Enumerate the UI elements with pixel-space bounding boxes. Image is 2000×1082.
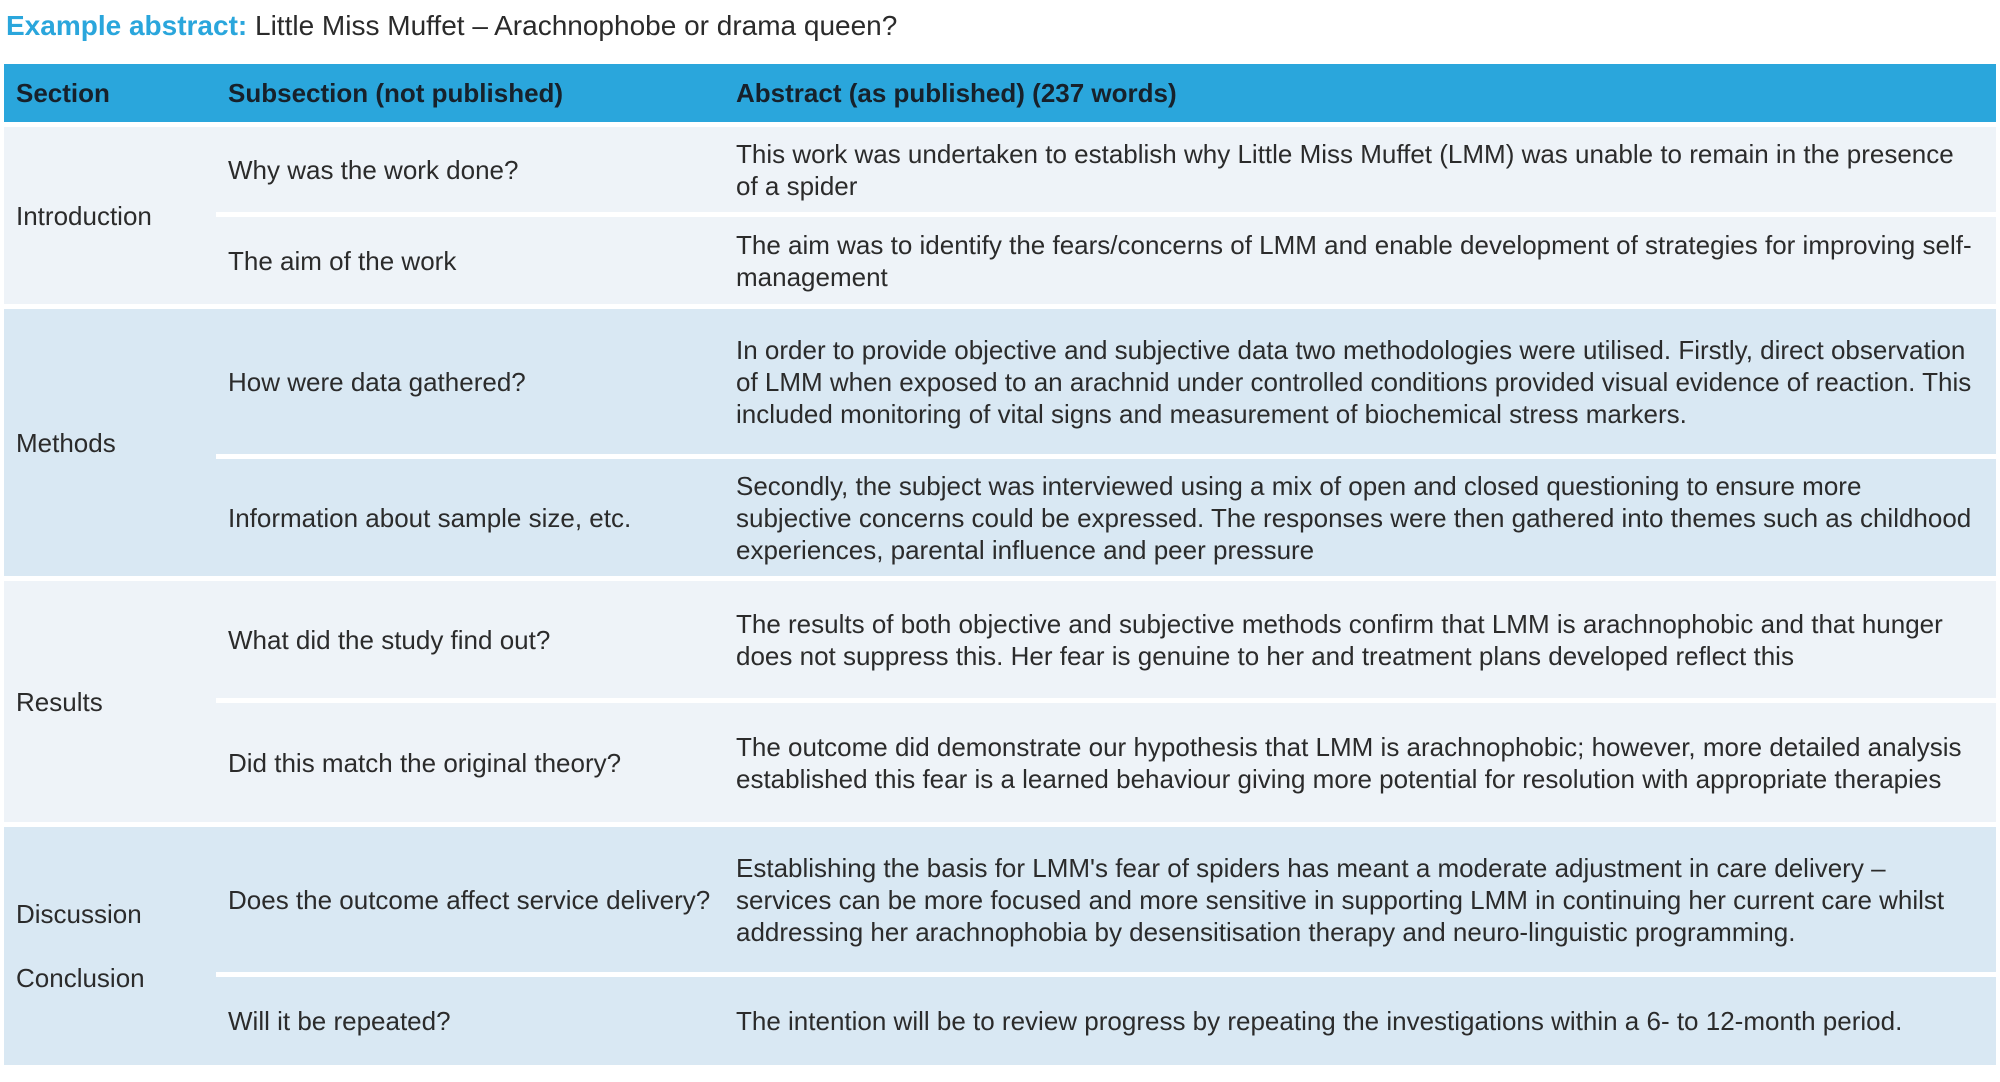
subsection-cell: What did the study find out?	[216, 579, 724, 701]
page-title	[6, 8, 897, 44]
header-abstract: Abstract (as published) (237 words)	[724, 64, 1996, 125]
subsection-cell: Information about sample size, etc.	[216, 457, 724, 579]
abstract-cell: This work was undertaken to establish why Little Miss Muffet (LMM) was unable to remain in the presence of a spider	[724, 125, 1996, 215]
abstract-cell: Secondly, the subject was interviewed using a mix of open and closed questioning to ensure more subjective concerns could be expressed. The responses were then gathered into themes such as childhood experiences, parental influence and peer pressure	[724, 457, 1996, 579]
abstract-table	[4, 64, 1996, 1065]
table-header-row	[4, 64, 1996, 125]
abstract-cell: The aim was to identify the fears/concerns of LMM and enable development of strategies for improving self-management	[724, 215, 1996, 307]
table-row	[4, 457, 1996, 579]
section-stack	[16, 898, 215, 994]
abstract-cell: The results of both objective and subjective methods confirm that LMM is arachnophobic and that hunger does not suppress this. Her fear is genuine to her and treatment plans developed reflect this	[724, 579, 1996, 701]
subsection-cell: Will it be repeated?	[216, 975, 724, 1065]
abstract-cell: The outcome did demonstrate our hypothesis that LMM is arachnophobic; however, more detailed analysis established this fear is a learned behaviour giving more potential for resolution with appropriate therapies	[724, 701, 1996, 825]
section-results: Results	[4, 579, 216, 825]
section-introduction: Introduction	[4, 125, 216, 307]
table-row	[4, 825, 1996, 975]
table-row	[4, 975, 1996, 1065]
section-conclusion: Conclusion	[16, 962, 145, 993]
table-row	[4, 125, 1996, 215]
abstract-cell: The intention will be to review progress by repeating the investigations within a 6- to 12-month period.	[724, 975, 1996, 1065]
subsection-cell: The aim of the work	[216, 215, 724, 307]
table-row	[4, 215, 1996, 307]
section-discussion-conclusion	[4, 825, 216, 1065]
header-section: Section	[4, 64, 216, 125]
subsection-cell: Did this match the original theory?	[216, 701, 724, 825]
abstract-cell: In order to provide objective and subjective data two methodologies were utilised. Firstly, direct observation of LMM when exposed to an arachnid under controlled conditions provided visual evidence of reaction. This included monitoring of vital signs and measurement of biochemical stress markers.	[724, 307, 1996, 457]
abstract-cell: Establishing the basis for LMM's fear of spiders has meant a moderate adjustment in care delivery – services can be more focused and more sensitive in supporting LMM in continuing her current care whilst addressing her arachnophobia by desensitisation therapy and neuro-linguistic programming.	[724, 825, 1996, 975]
table-row	[4, 307, 1996, 457]
header-subsection: Subsection (not published)	[216, 64, 724, 125]
title-label: Example abstract:	[6, 10, 248, 41]
table-row	[4, 579, 1996, 701]
table-row	[4, 701, 1996, 825]
section-methods: Methods	[4, 307, 216, 579]
subsection-cell: How were data gathered?	[216, 307, 724, 457]
subsection-cell: Does the outcome affect service delivery?	[216, 825, 724, 975]
subsection-cell: Why was the work done?	[216, 125, 724, 215]
section-gap	[16, 930, 215, 962]
title-text: Little Miss Muffet – Arachnophobe or drama queen?	[255, 10, 898, 41]
section-discussion: Discussion	[16, 898, 142, 929]
